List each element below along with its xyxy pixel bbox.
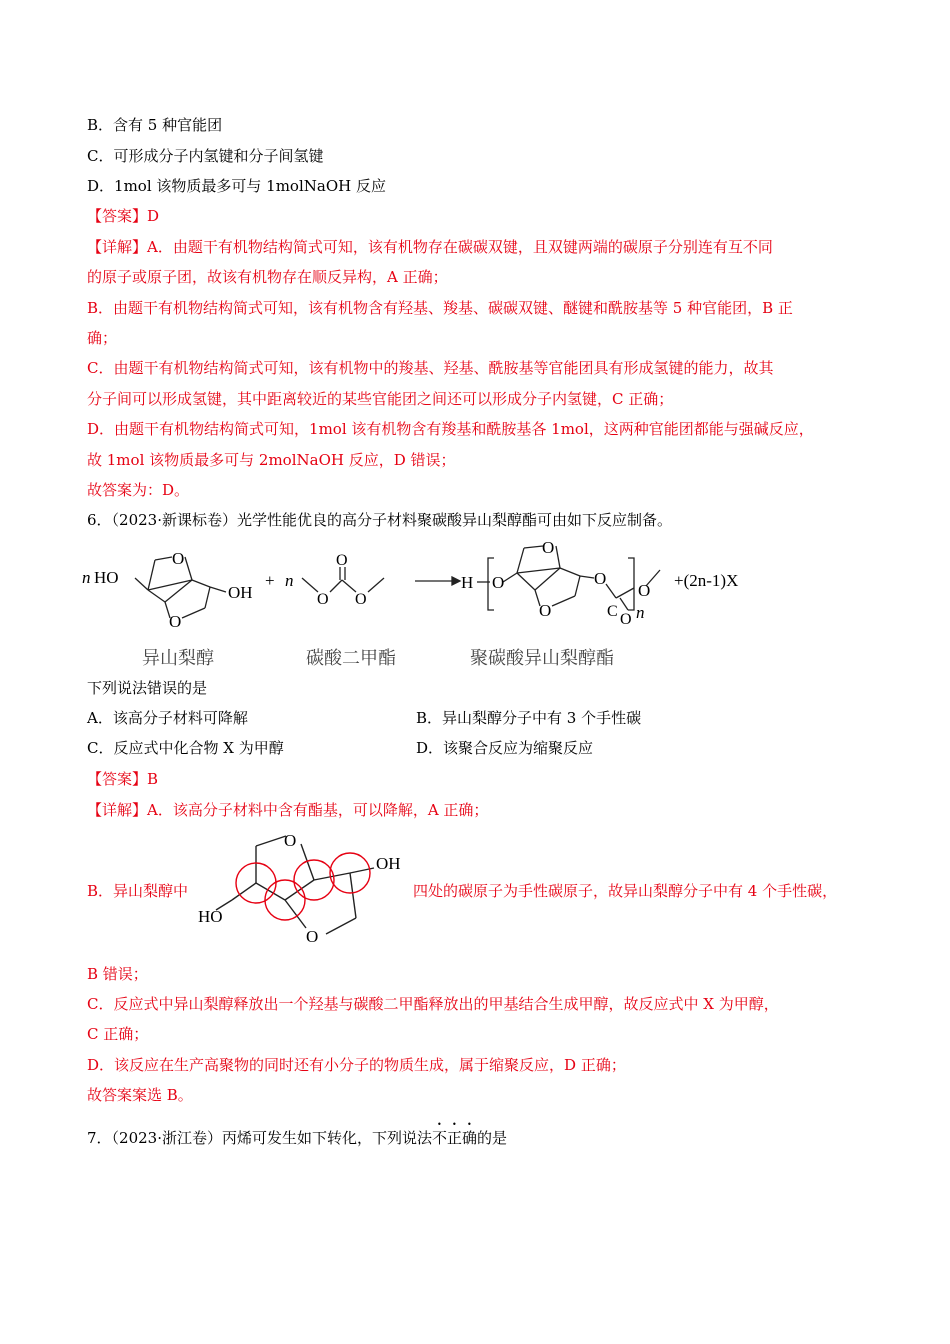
- q6-question: 下列说法错误的是: [87, 679, 208, 697]
- isosorbide-chiral-figure: [196, 828, 416, 953]
- reaction-arrow: [415, 577, 460, 585]
- svg-text:O: O: [539, 601, 552, 620]
- reactant2-name: 碳酸二甲酯: [306, 648, 396, 668]
- chiral-center-circles: [236, 853, 370, 920]
- q5-detail-line: 的原子或原子团，故该有机物存在顺反异构，A 正确；: [87, 268, 448, 286]
- q7-stem-post: 的是: [477, 1129, 508, 1147]
- q5-detail-line: D．由题干有机物结构简式可知，1mol 该有机物含有羧基和酰胺基各 1mol，这两种官能团都能与强碱反应，: [87, 420, 814, 438]
- q6-detail-d: D．该反应在生产高聚物的同时还有小分子的物质生成，属于缩聚反应，D 正确；: [87, 1056, 626, 1074]
- svg-text:OH: OH: [376, 854, 401, 873]
- svg-text:O: O: [594, 569, 607, 588]
- q6-stem: 6．（2023·新课标卷）光学性能优良的高分子材料聚碳酸异山梨醇酯可由如下反应制备。: [87, 511, 672, 529]
- svg-text:O: O: [169, 612, 182, 631]
- svg-text:OH: OH: [228, 583, 253, 602]
- reactant1-coef: n: [82, 568, 91, 587]
- q5-option-b: B．含有 5 种官能团: [87, 116, 223, 134]
- svg-text:O: O: [336, 552, 348, 569]
- q5-detail-line: B．由题干有机物结构简式可知，该有机物含有羟基、羧基、碳碳双键、醚键和酰胺基等 5 种官能团，B 正: [87, 299, 793, 317]
- svg-text:C: C: [607, 603, 618, 620]
- byproduct-label: +(2n-1)X: [674, 571, 739, 590]
- q5-detail-line: 【详解】A．由题干有机物结构简式可知，该有机物存在碳碳双键，且双键两端的碳原子分别连有互不同: [87, 238, 773, 256]
- svg-text:n: n: [636, 603, 645, 622]
- svg-text:O: O: [284, 831, 297, 850]
- polycarbonate-structure: [477, 546, 660, 610]
- q6-option-c: C．反应式中化合物 X 为甲醇: [87, 739, 284, 757]
- q5-detail-line: 故 1mol 该物质最多可与 2molNaOH 反应，D 错误；: [87, 451, 456, 469]
- q6-detail-c2: C 正确；: [87, 1025, 149, 1043]
- q7-stem-emphasis: 不正确: [432, 1129, 478, 1147]
- reaction-scheme: [80, 540, 780, 675]
- q6-detail-b-end: B 错误；: [87, 965, 148, 983]
- q5-detail-line: 分子间可以形成氢键，其中距离较近的某些官能团之间还可以形成分子内氢键，C 正确；: [87, 390, 674, 408]
- q5-detail-line: 确；: [87, 329, 118, 347]
- q6-detail-a: 【详解】A．该高分子材料中含有酯基，可以降解，A 正确；: [87, 801, 489, 819]
- q5-detail-line: C．由题干有机物结构简式可知，该有机物中的羧基、羟基、酰胺基等官能团具有形成氢键的能力，故其: [87, 359, 774, 377]
- svg-text:O: O: [355, 591, 367, 608]
- q6-conclusion: 故答案案选 B。: [87, 1086, 193, 1104]
- svg-text:O: O: [306, 927, 319, 946]
- svg-text:O: O: [542, 540, 555, 557]
- plus-sign: +: [265, 571, 275, 590]
- q5-detail-line: 故答案为：D。: [87, 481, 190, 499]
- svg-text:O: O: [172, 549, 185, 568]
- dimethyl-carbonate-structure: [302, 567, 384, 592]
- q5-option-d: D．1mol 该物质最多可与 1molNaOH 反应: [87, 177, 386, 195]
- q6-answer: 【答案】B: [87, 770, 159, 788]
- svg-text:O: O: [317, 591, 329, 608]
- svg-text:HO: HO: [94, 568, 119, 587]
- q6-option-d: D．该聚合反应为缩聚反应: [416, 739, 594, 757]
- svg-text:O: O: [492, 573, 505, 592]
- q6-option-a: A．该高分子材料可降解: [87, 709, 248, 727]
- product-name: 聚碳酸异山梨醇酯: [470, 648, 614, 668]
- q5-answer: 【答案】D: [87, 207, 160, 225]
- q6-detail-c1: C．反应式中异山梨醇释放出一个羟基与碳酸二甲酯释放出的甲基结合生成甲醇，故反应式中 X 为甲醇，: [87, 995, 779, 1013]
- svg-text:O: O: [638, 581, 651, 600]
- svg-text:HO: HO: [198, 907, 223, 926]
- q6-detail-b-post: 四处的碳原子为手性碳原子，故异山梨醇分子中有 4 个手性碳，: [413, 882, 838, 900]
- q7-stem: [87, 1120, 507, 1148]
- q6-option-b: B．异山梨醇分子中有 3 个手性碳: [416, 709, 642, 727]
- svg-text:O: O: [620, 611, 632, 628]
- q7-stem-pre: 7．（2023·浙江卷）丙烯可发生如下转化，下列说法: [87, 1129, 432, 1147]
- svg-text:H: H: [461, 573, 474, 592]
- q5-option-c: C．可形成分子内氢键和分子间氢键: [87, 147, 324, 165]
- reactant1-name: 异山梨醇: [142, 648, 214, 668]
- q6-detail-b-pre: B．异山梨醇中: [87, 882, 189, 900]
- reactant2-coef: n: [285, 571, 294, 590]
